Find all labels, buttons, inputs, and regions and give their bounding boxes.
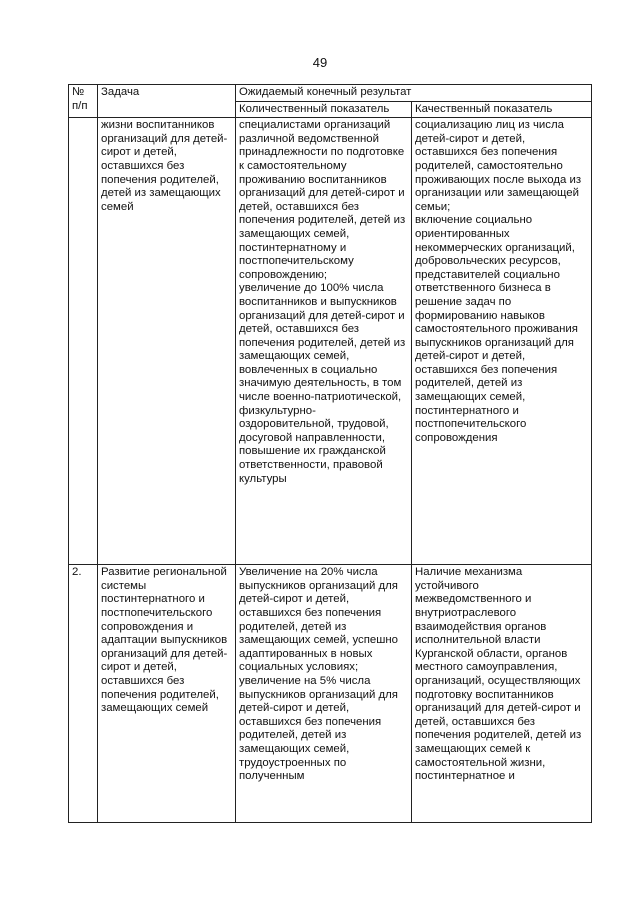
row-number-cell <box>69 118 98 565</box>
task-cell: жизни воспитанников организаций для детей-сирот и детей, оставшихся без попечения родителей, детей из замещающих семей <box>98 118 236 565</box>
task-cell: Развитие региональной системы постинтернатного и постпопечительского сопровождения и адаптации выпускников организаций для детей-сирот и детей, оставшихся без попечения родителей, замещающих семей <box>98 565 236 823</box>
page-number: 49 <box>312 55 328 70</box>
results-table <box>68 84 592 823</box>
header-row-1 <box>69 85 592 102</box>
qualitative-cell: социализацию лиц из числа детей-сирот и детей, оставшихся без попечения родителей, самостоятельно проживающих после выхода из организации или замещающей семьи; включение социально ориентированных некоммерческих организаций, добровольческих ресурсов, представителей социально ответственного бизнеса в решение задач по формированию навыков самостоятельного проживания выпускников организаций для детей-сирот и детей, оставшихся без попечения родителей, детей из замещающих семей, постинтернатного и постпопечительского сопровождения <box>412 118 592 565</box>
quantitative-cell: специалистами организаций различной ведомственной принадлежности по подготовке к самостоятельному проживанию воспитанников организаций для детей-сирот и детей, оставшихся без попечения родителей, детей из замещающих семей, постинтернатному и постпопечительскому сопровождению; увеличение до 100% числа воспитанников и выпускников организаций для детей-сирот и детей, оставшихся без попечения родителей, детей из замещающих семей, вовлеченных в социально значимую деятельность, в том числе военно-патриотической, физкультурно-оздоровительной, трудовой, досуговой направленности, повышение их гражданской ответственности, правовой культуры <box>236 118 412 565</box>
header-expected-result: Ожидаемый конечный результат <box>236 85 592 102</box>
header-quantitative: Количественный показатель <box>236 101 412 118</box>
quantitative-cell: Увеличение на 20% числа выпускников организаций для детей-сирот и детей, оставшихся без попечения родителей, детей из замещающих семей, успешно адаптированных в новых социальных условиях; увеличение на 5% числа выпускников организаций для детей-сирот и детей, оставшихся без попечения родителей, детей из замещающих семей, трудоустроенных по полученным <box>236 565 412 823</box>
header-qualitative: Качественный показатель <box>412 101 592 118</box>
header-number: № п/п <box>69 85 98 118</box>
qualitative-cell: Наличие механизма устойчивого межведомственного и внутриотраслевого взаимодействия органов исполнительной власти Курганской области, органов местного самоуправления, организаций, осуществляющих подготовку воспитанников организаций для детей-сирот и детей, оставшихся без попечения родителей, детей из замещающих семей к самостоятельной жизни, постинтернатное и <box>412 565 592 823</box>
row-number-cell: 2. <box>69 565 98 823</box>
table-row <box>69 118 592 565</box>
header-task: Задача <box>98 85 236 118</box>
table-row <box>69 565 592 823</box>
